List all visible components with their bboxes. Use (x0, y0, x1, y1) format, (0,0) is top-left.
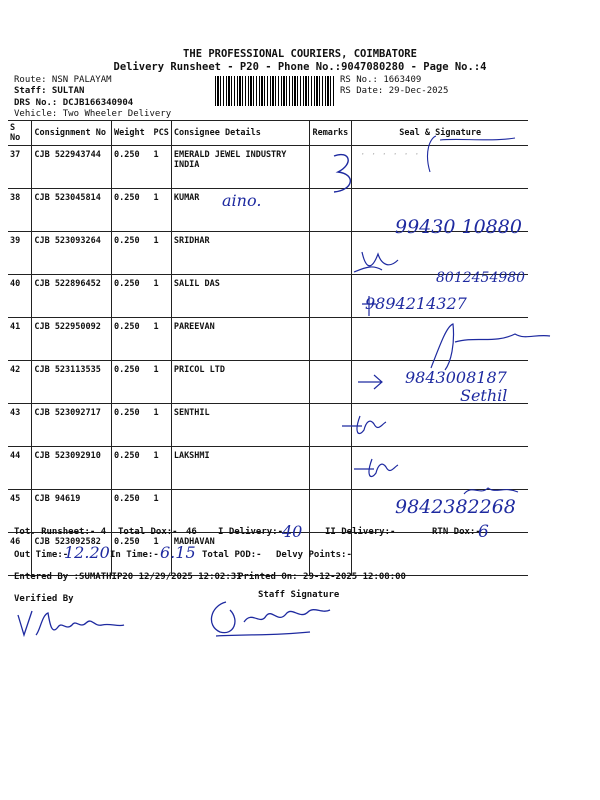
cell-weight: 0.250 (112, 533, 152, 576)
cell-consignee: SRIDHAR (171, 232, 310, 275)
cell-sno: 42 (8, 361, 32, 404)
cell-consignment: CJB 522950092 (32, 318, 112, 361)
row40-phone: 8012454980 (436, 270, 526, 286)
col-sno: S No (8, 121, 32, 146)
col-seal-signature: Seal & Signature (352, 121, 528, 146)
verified-by-label: Verified By (14, 594, 74, 604)
row43-name: Sethil (460, 386, 508, 405)
out-time-value: 12.20 (64, 543, 110, 562)
cell-consignee: SALIL DAS (171, 275, 310, 318)
in-time-value: 6.15 (160, 543, 196, 562)
route-label: Route: NSN PALAYAM (14, 75, 112, 85)
table-row (8, 447, 528, 490)
rtn-dox-label: RTN Dox:- (432, 527, 481, 537)
cell-remarks (310, 447, 352, 490)
cell-weight: 0.250 (112, 146, 152, 189)
cell-pcs: 1 (151, 490, 171, 533)
cell-pcs: 1 (151, 146, 171, 189)
entered-by: Entered By :SUMATHIP20 12/29/2025 12:02:31 (14, 572, 242, 582)
cell-consignment: CJB 522896452 (32, 275, 112, 318)
cell-sno: 38 (8, 189, 32, 232)
staff-signature (200, 596, 350, 641)
row46-phone: 9842382268 (395, 496, 516, 518)
cell-pcs: 1 (151, 189, 171, 232)
cell-sno: 46 (8, 533, 32, 576)
total-dox-value: 46 (186, 527, 197, 537)
verifier-signature (14, 605, 134, 645)
cell-pcs: 1 (151, 447, 171, 490)
rs-number: RS No.: 1663409 (340, 75, 422, 85)
total-pod-label: Total POD:- (202, 550, 262, 560)
cell-pcs: 1 (151, 404, 171, 447)
runsheet-title: Delivery Runsheet - P20 - Phone No.:9047080280 - Page No.:4 (113, 61, 487, 73)
cell-sno: 40 (8, 275, 32, 318)
printed-on: Printed On: 29-12-2025 12:08:00 (238, 572, 406, 582)
rtn-dox-value: 6 (478, 522, 489, 542)
col-pcs: PCS (151, 121, 171, 146)
row37-faded-stamp: · · · · · · (360, 150, 420, 160)
cell-consignee: EMERALD JEWEL INDUSTRY INDIA (171, 146, 310, 189)
col-remarks: Remarks (310, 121, 352, 146)
i-delivery-label: I Delivery:- (218, 527, 284, 537)
drs-number: DRS No.: DCJB166340904 (14, 98, 134, 108)
cell-weight: 0.250 (112, 232, 152, 275)
col-consignee: Consignee Details (171, 121, 310, 146)
cell-sno: 45 (8, 490, 32, 533)
staff-signature-label: Staff Signature (258, 590, 340, 600)
vehicle-label: Vehicle: Two Wheeler Delivery (14, 109, 172, 119)
row38-handwriting: aino. (222, 191, 262, 210)
cell-consignment: CJB 522943744 (32, 146, 112, 189)
in-time-label: In Time:- (110, 550, 159, 560)
table-row (8, 404, 528, 447)
cell-consignee: SENTHIL (171, 404, 310, 447)
row43-arrow (356, 372, 386, 392)
cell-weight: 0.250 (112, 490, 152, 533)
cell-consignee: LAKSHMI (171, 447, 310, 490)
ii-delivery-label: II Delivery:- (325, 527, 396, 537)
row40-signature (352, 248, 412, 278)
cell-sno: 41 (8, 318, 32, 361)
row41-arrow (362, 296, 376, 316)
company-title: THE PROFESSIONAL COURIERS, COIMBATORE (183, 48, 417, 60)
barcode (215, 76, 335, 106)
row42-signature (425, 322, 555, 372)
col-consignment: Consignment No (32, 121, 112, 146)
cell-consignee: KUMAR (171, 189, 310, 232)
row41-phone: 9894214327 (365, 294, 467, 313)
cell-consignment: CJB 523092717 (32, 404, 112, 447)
cell-sno: 37 (8, 146, 32, 189)
cell-consignee: MADHAVAN (171, 533, 310, 576)
cell-weight: 0.250 (112, 447, 152, 490)
i-delivery-value: 40 (282, 522, 303, 541)
cell-consignment: CJB 523113535 (32, 361, 112, 404)
cell-weight: 0.250 (112, 318, 152, 361)
cell-pcs: 1 (151, 533, 171, 576)
row44-signature (340, 412, 390, 440)
out-time-label: Out Time:- (14, 550, 69, 560)
cell-sno: 43 (8, 404, 32, 447)
cell-pcs: 1 (151, 318, 171, 361)
cell-consignee: PAREEVAN (171, 318, 310, 361)
total-dox-label: Total Dox:- (118, 527, 178, 537)
cell-sno: 39 (8, 232, 32, 275)
tot-runsheet: Tot. Runsheet:- 4 (14, 527, 107, 537)
cell-sno: 44 (8, 447, 32, 490)
cell-remarks (310, 318, 352, 361)
col-weight: Weight (112, 121, 152, 146)
cell-consignee: PRICOL LTD (171, 361, 310, 404)
cell-weight: 0.250 (112, 404, 152, 447)
cell-remarks (310, 361, 352, 404)
cell-consignment: CJB 523092910 (32, 447, 112, 490)
cell-pcs: 1 (151, 361, 171, 404)
cell-pcs: 1 (151, 275, 171, 318)
staff-label: Staff: SULTAN (14, 86, 85, 96)
cell-consignment: CJB 94619 (32, 490, 112, 533)
row43-phone: 9843008187 (405, 368, 507, 387)
delvy-points-label: Delvy Points:- (276, 550, 352, 560)
row45-signature (352, 455, 402, 483)
cell-remarks (310, 232, 352, 275)
row39-phone: 99430 10880 (395, 216, 522, 238)
cell-pcs: 1 (151, 232, 171, 275)
cell-weight: 0.250 (112, 361, 152, 404)
cell-remarks (310, 275, 352, 318)
cell-consignment: CJB 523045814 (32, 189, 112, 232)
cell-signature (352, 533, 528, 576)
cell-weight: 0.250 (112, 275, 152, 318)
cell-consignment: CJB 523093264 (32, 232, 112, 275)
cell-consignment: CJB 523092582 (32, 533, 112, 576)
cell-weight: 0.250 (112, 189, 152, 232)
rs-date: RS Date: 29-Dec-2025 (340, 86, 449, 96)
